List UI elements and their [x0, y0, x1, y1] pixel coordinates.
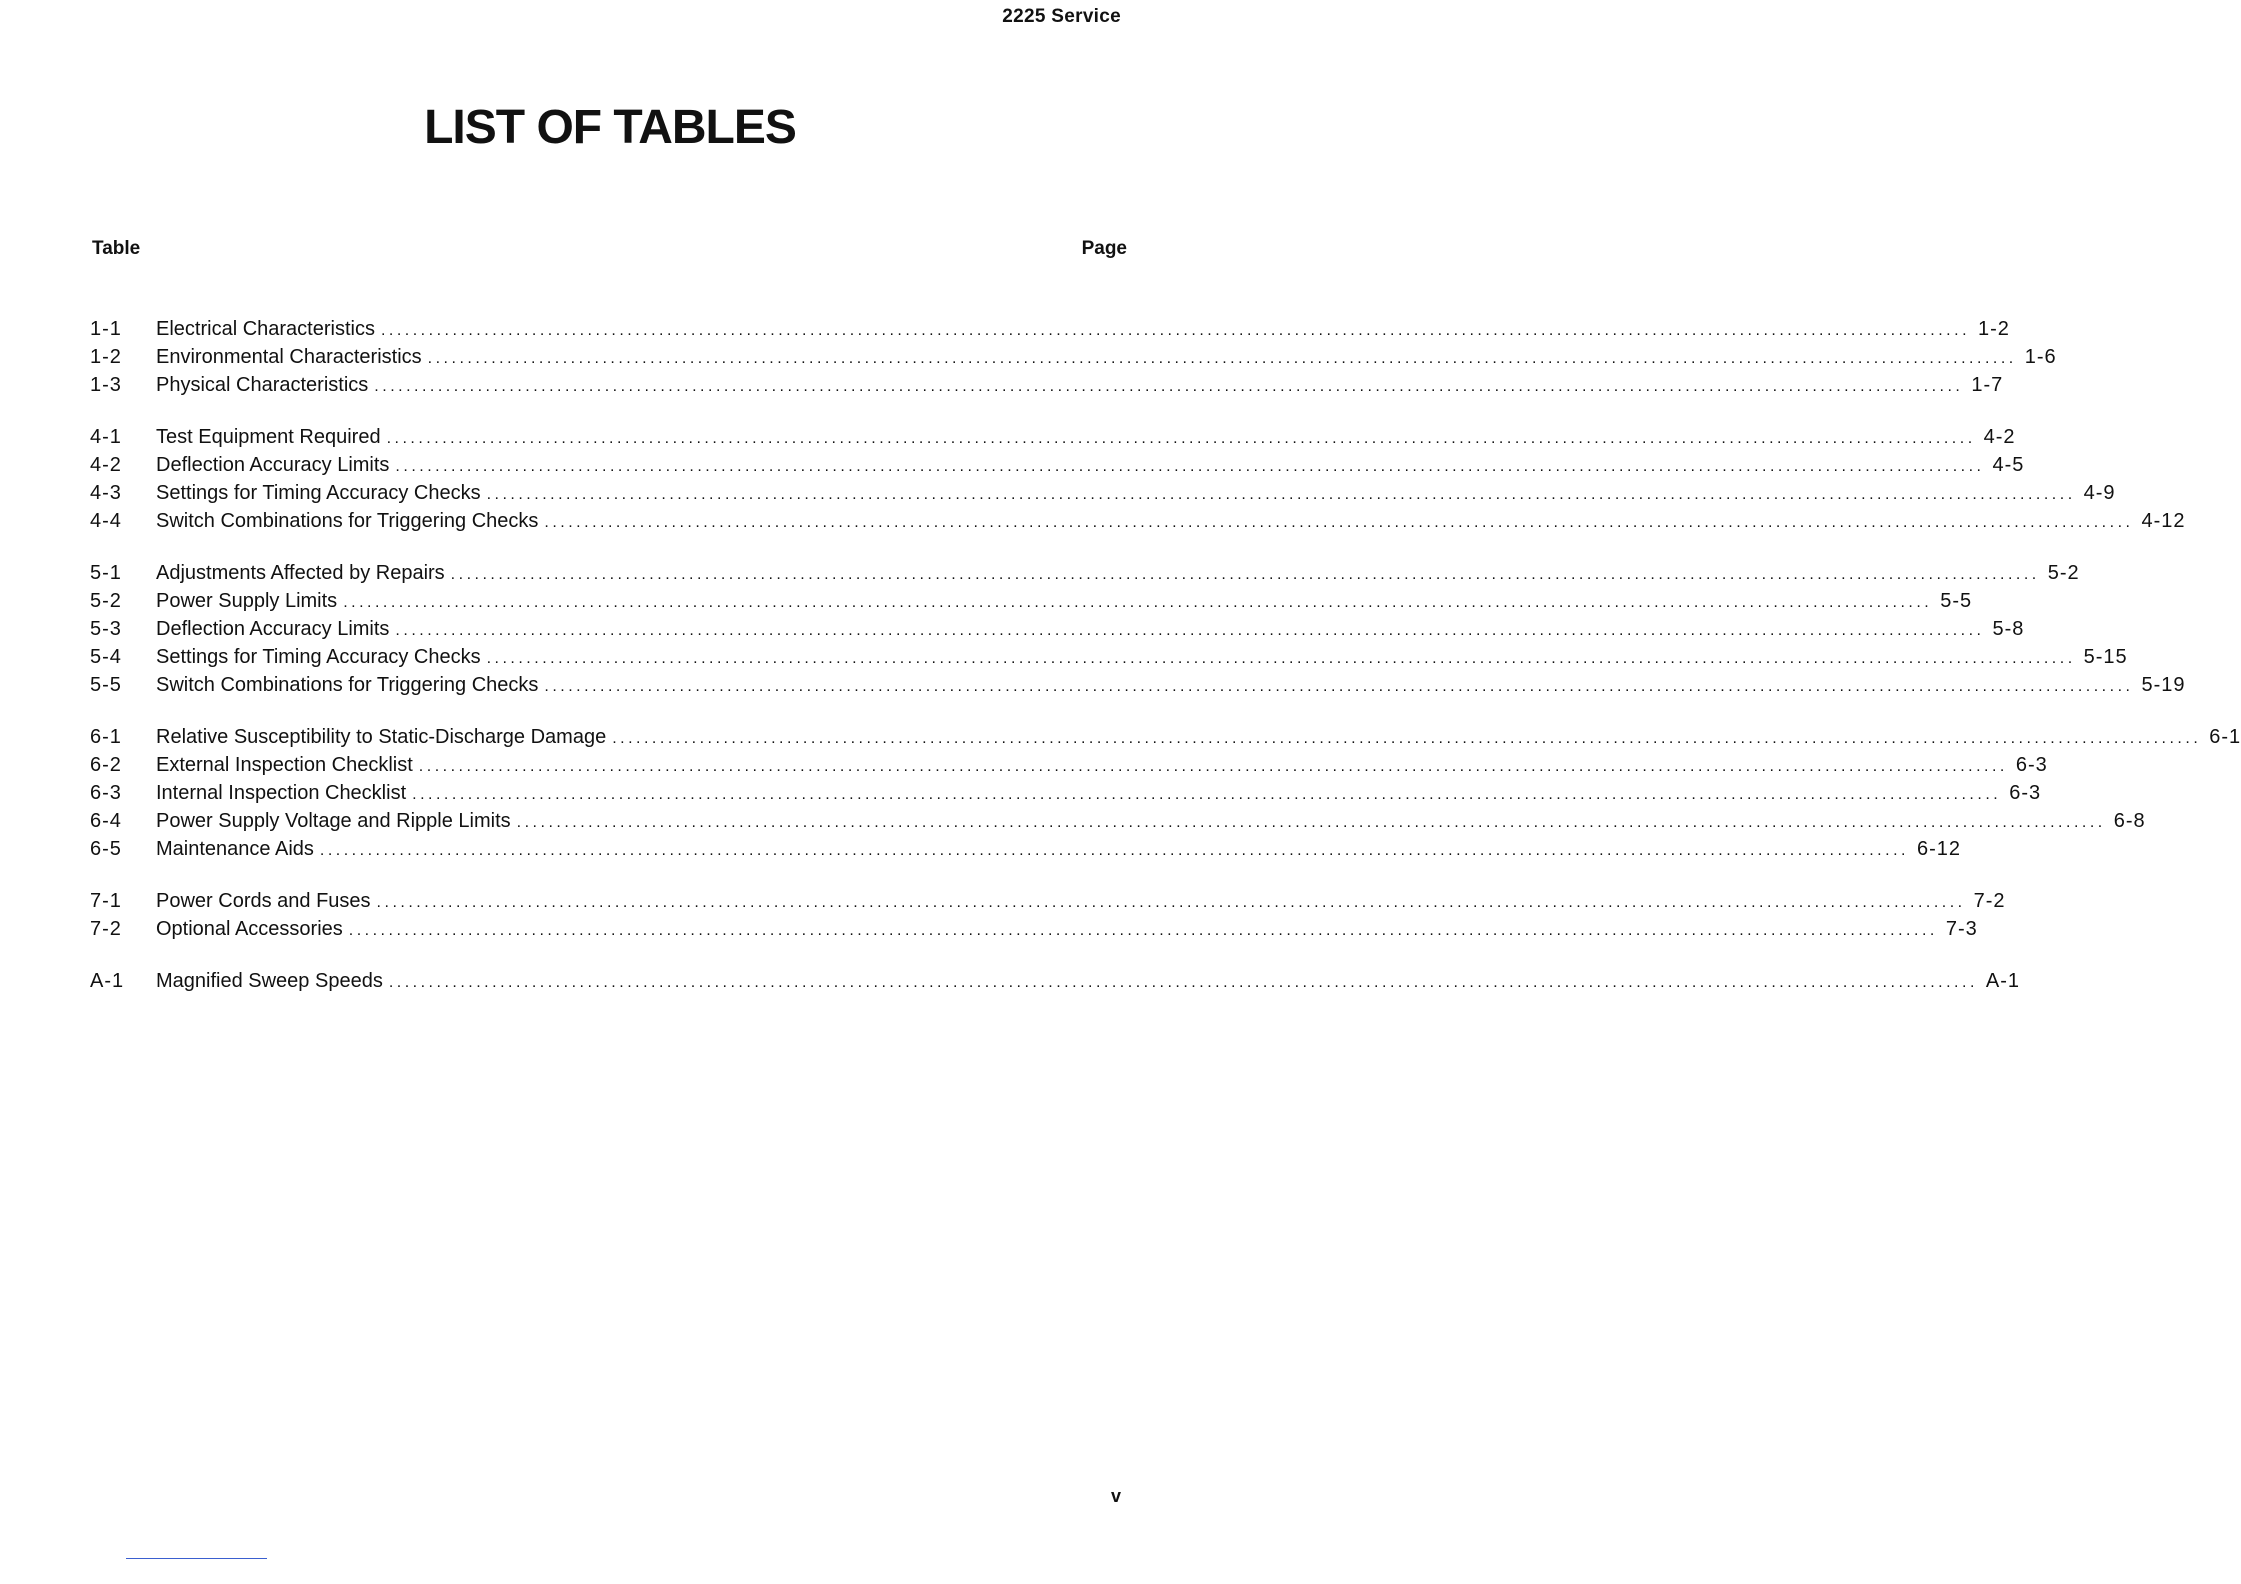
page-reference: 5-5	[1940, 590, 1973, 612]
table-title: Adjustments Affected by Repairs	[156, 562, 445, 584]
page-reference: 5-2	[2047, 562, 2080, 584]
table-entry	[90, 970, 2021, 998]
table-title: Deflection Accuracy Limits	[156, 618, 390, 640]
dot-leader: ........................................................................................................................................................................................................	[486, 486, 2076, 503]
table-entry	[90, 318, 2010, 346]
page-reference: 1-6	[2024, 346, 2057, 368]
divider	[126, 1558, 267, 1559]
page-reference: 4-12	[2141, 510, 2186, 532]
table-entry	[90, 838, 1961, 866]
dot-leader: ........................................................................................................................................................................................................	[386, 430, 1976, 447]
table-title: Internal Inspection Checklist	[156, 782, 407, 804]
page-number: v	[1110, 1486, 1121, 1506]
table-group	[90, 426, 2186, 538]
dot-leader: ........................................................................................................................................................................................................	[418, 758, 2008, 775]
page-reference: 7-2	[1973, 890, 2006, 912]
table-entry	[90, 426, 2016, 454]
table-entry	[90, 346, 2057, 374]
dot-leader: ........................................................................................................................................................................................................	[395, 458, 1985, 475]
table-entry	[90, 374, 2004, 402]
table-number: 5-2	[90, 590, 122, 612]
table-entry	[90, 454, 2025, 482]
table-title: Switch Combinations for Triggering Checks	[156, 510, 539, 532]
table-number: 7-2	[90, 918, 122, 940]
page-reference: 7-3	[1945, 918, 1978, 940]
table-group	[90, 726, 2241, 866]
table-entry	[90, 482, 2116, 510]
page-reference: 4-5	[1992, 454, 2025, 476]
table-title: Magnified Sweep Speeds	[156, 970, 383, 992]
page-reference: 5-8	[1992, 618, 2025, 640]
dot-leader: ........................................................................................................................................................................................................	[319, 842, 1909, 859]
table-title: Optional Accessories	[156, 918, 343, 940]
table-number: 5-5	[90, 674, 122, 696]
dot-leader: ........................................................................................................................................................................................................	[348, 922, 1938, 939]
table-number: 5-1	[90, 562, 122, 584]
table-title: Deflection Accuracy Limits	[156, 454, 390, 476]
table-number: 1-3	[90, 374, 122, 396]
table-number: 4-3	[90, 482, 122, 504]
table-title: Maintenance Aids	[156, 838, 314, 860]
table-list	[90, 318, 2241, 1022]
table-number: 6-3	[90, 782, 122, 804]
dot-leader: ........................................................................................................................................................................................................	[343, 594, 1933, 611]
page-reference: 5-15	[2083, 646, 2128, 668]
dot-leader: ........................................................................................................................................................................................................	[612, 730, 2202, 747]
page-title: LIST OF TABLES	[424, 101, 796, 154]
table-entry	[90, 510, 2186, 538]
page-reference: 6-8	[2113, 810, 2146, 832]
dot-leader: ........................................................................................................................................................................................................	[544, 514, 2134, 531]
table-entry	[90, 810, 2146, 838]
page-reference: A-1	[1985, 970, 2021, 992]
dot-leader: ........................................................................................................................................................................................................	[374, 378, 1964, 395]
table-title: Environmental Characteristics	[156, 346, 422, 368]
dot-leader: ........................................................................................................................................................................................................	[450, 566, 2040, 583]
dot-leader: ........................................................................................................................................................................................................	[395, 622, 1985, 639]
dot-leader: ........................................................................................................................................................................................................	[412, 786, 2002, 803]
table-entry	[90, 726, 2241, 754]
table-title: Physical Characteristics	[156, 374, 369, 396]
page-column-header: Page	[1081, 238, 1127, 259]
dot-leader: ........................................................................................................................................................................................................	[376, 894, 1966, 911]
table-number: 7-1	[90, 890, 122, 912]
table-number: 6-5	[90, 838, 122, 860]
table-number: 1-1	[90, 318, 122, 340]
table-number: 4-4	[90, 510, 122, 532]
table-entry	[90, 646, 2128, 674]
table-number: 4-2	[90, 454, 122, 476]
page-reference: 6-3	[2015, 754, 2048, 776]
dot-leader: ........................................................................................................................................................................................................	[380, 322, 1971, 339]
table-group	[90, 318, 2057, 402]
table-title: External Inspection Checklist	[156, 754, 413, 776]
page-reference: 1-7	[1971, 374, 2004, 396]
table-title: Power Supply Limits	[156, 590, 338, 612]
table-title: Relative Susceptibility to Static-Discharge Damage	[156, 726, 607, 748]
page-reference: 4-9	[2083, 482, 2116, 504]
dot-leader: ........................................................................................................................................................................................................	[486, 650, 2076, 667]
table-entry	[90, 562, 2080, 590]
table-number: A-1	[90, 970, 125, 992]
dot-leader: ........................................................................................................................................................................................................	[388, 974, 1978, 991]
page-reference: 6-12	[1916, 838, 1961, 860]
table-title: Switch Combinations for Triggering Checks	[156, 674, 539, 696]
table-title: Test Equipment Required	[156, 426, 381, 448]
page-reference: 5-19	[2141, 674, 2186, 696]
table-group	[90, 970, 2021, 998]
table-number: 5-3	[90, 618, 122, 640]
table-entry	[90, 674, 2186, 702]
page-reference: 6-3	[2009, 782, 2042, 804]
table-title: Settings for Timing Accuracy Checks	[156, 646, 481, 668]
table-number: 5-4	[90, 646, 122, 668]
table-title: Power Supply Voltage and Ripple Limits	[156, 810, 511, 832]
table-entry	[90, 590, 1973, 618]
table-number: 6-1	[90, 726, 122, 748]
table-entry	[90, 918, 1978, 946]
table-number: 6-4	[90, 810, 122, 832]
table-number: 1-2	[90, 346, 122, 368]
running-header: 2225 Service	[1002, 6, 1121, 27]
page-reference: 6-1	[2209, 726, 2241, 748]
table-title: Electrical Characteristics	[156, 318, 375, 340]
dot-leader: ........................................................................................................................................................................................................	[544, 678, 2134, 695]
table-entry	[90, 782, 2042, 810]
dot-leader: ........................................................................................................................................................................................................	[516, 814, 2106, 831]
table-number: 4-1	[90, 426, 122, 448]
page-reference: 1-2	[1978, 318, 2010, 340]
table-entry	[90, 754, 2048, 782]
table-number: 6-2	[90, 754, 122, 776]
dot-leader: ........................................................................................................................................................................................................	[427, 350, 2017, 367]
table-group	[90, 562, 2186, 702]
table-entry	[90, 890, 2006, 918]
table-title: Settings for Timing Accuracy Checks	[156, 482, 481, 504]
table-entry	[90, 618, 2025, 646]
table-title: Power Cords and Fuses	[156, 890, 371, 912]
table-column-header: Table	[92, 238, 141, 259]
table-group	[90, 890, 2006, 946]
page-reference: 4-2	[1983, 426, 2016, 448]
